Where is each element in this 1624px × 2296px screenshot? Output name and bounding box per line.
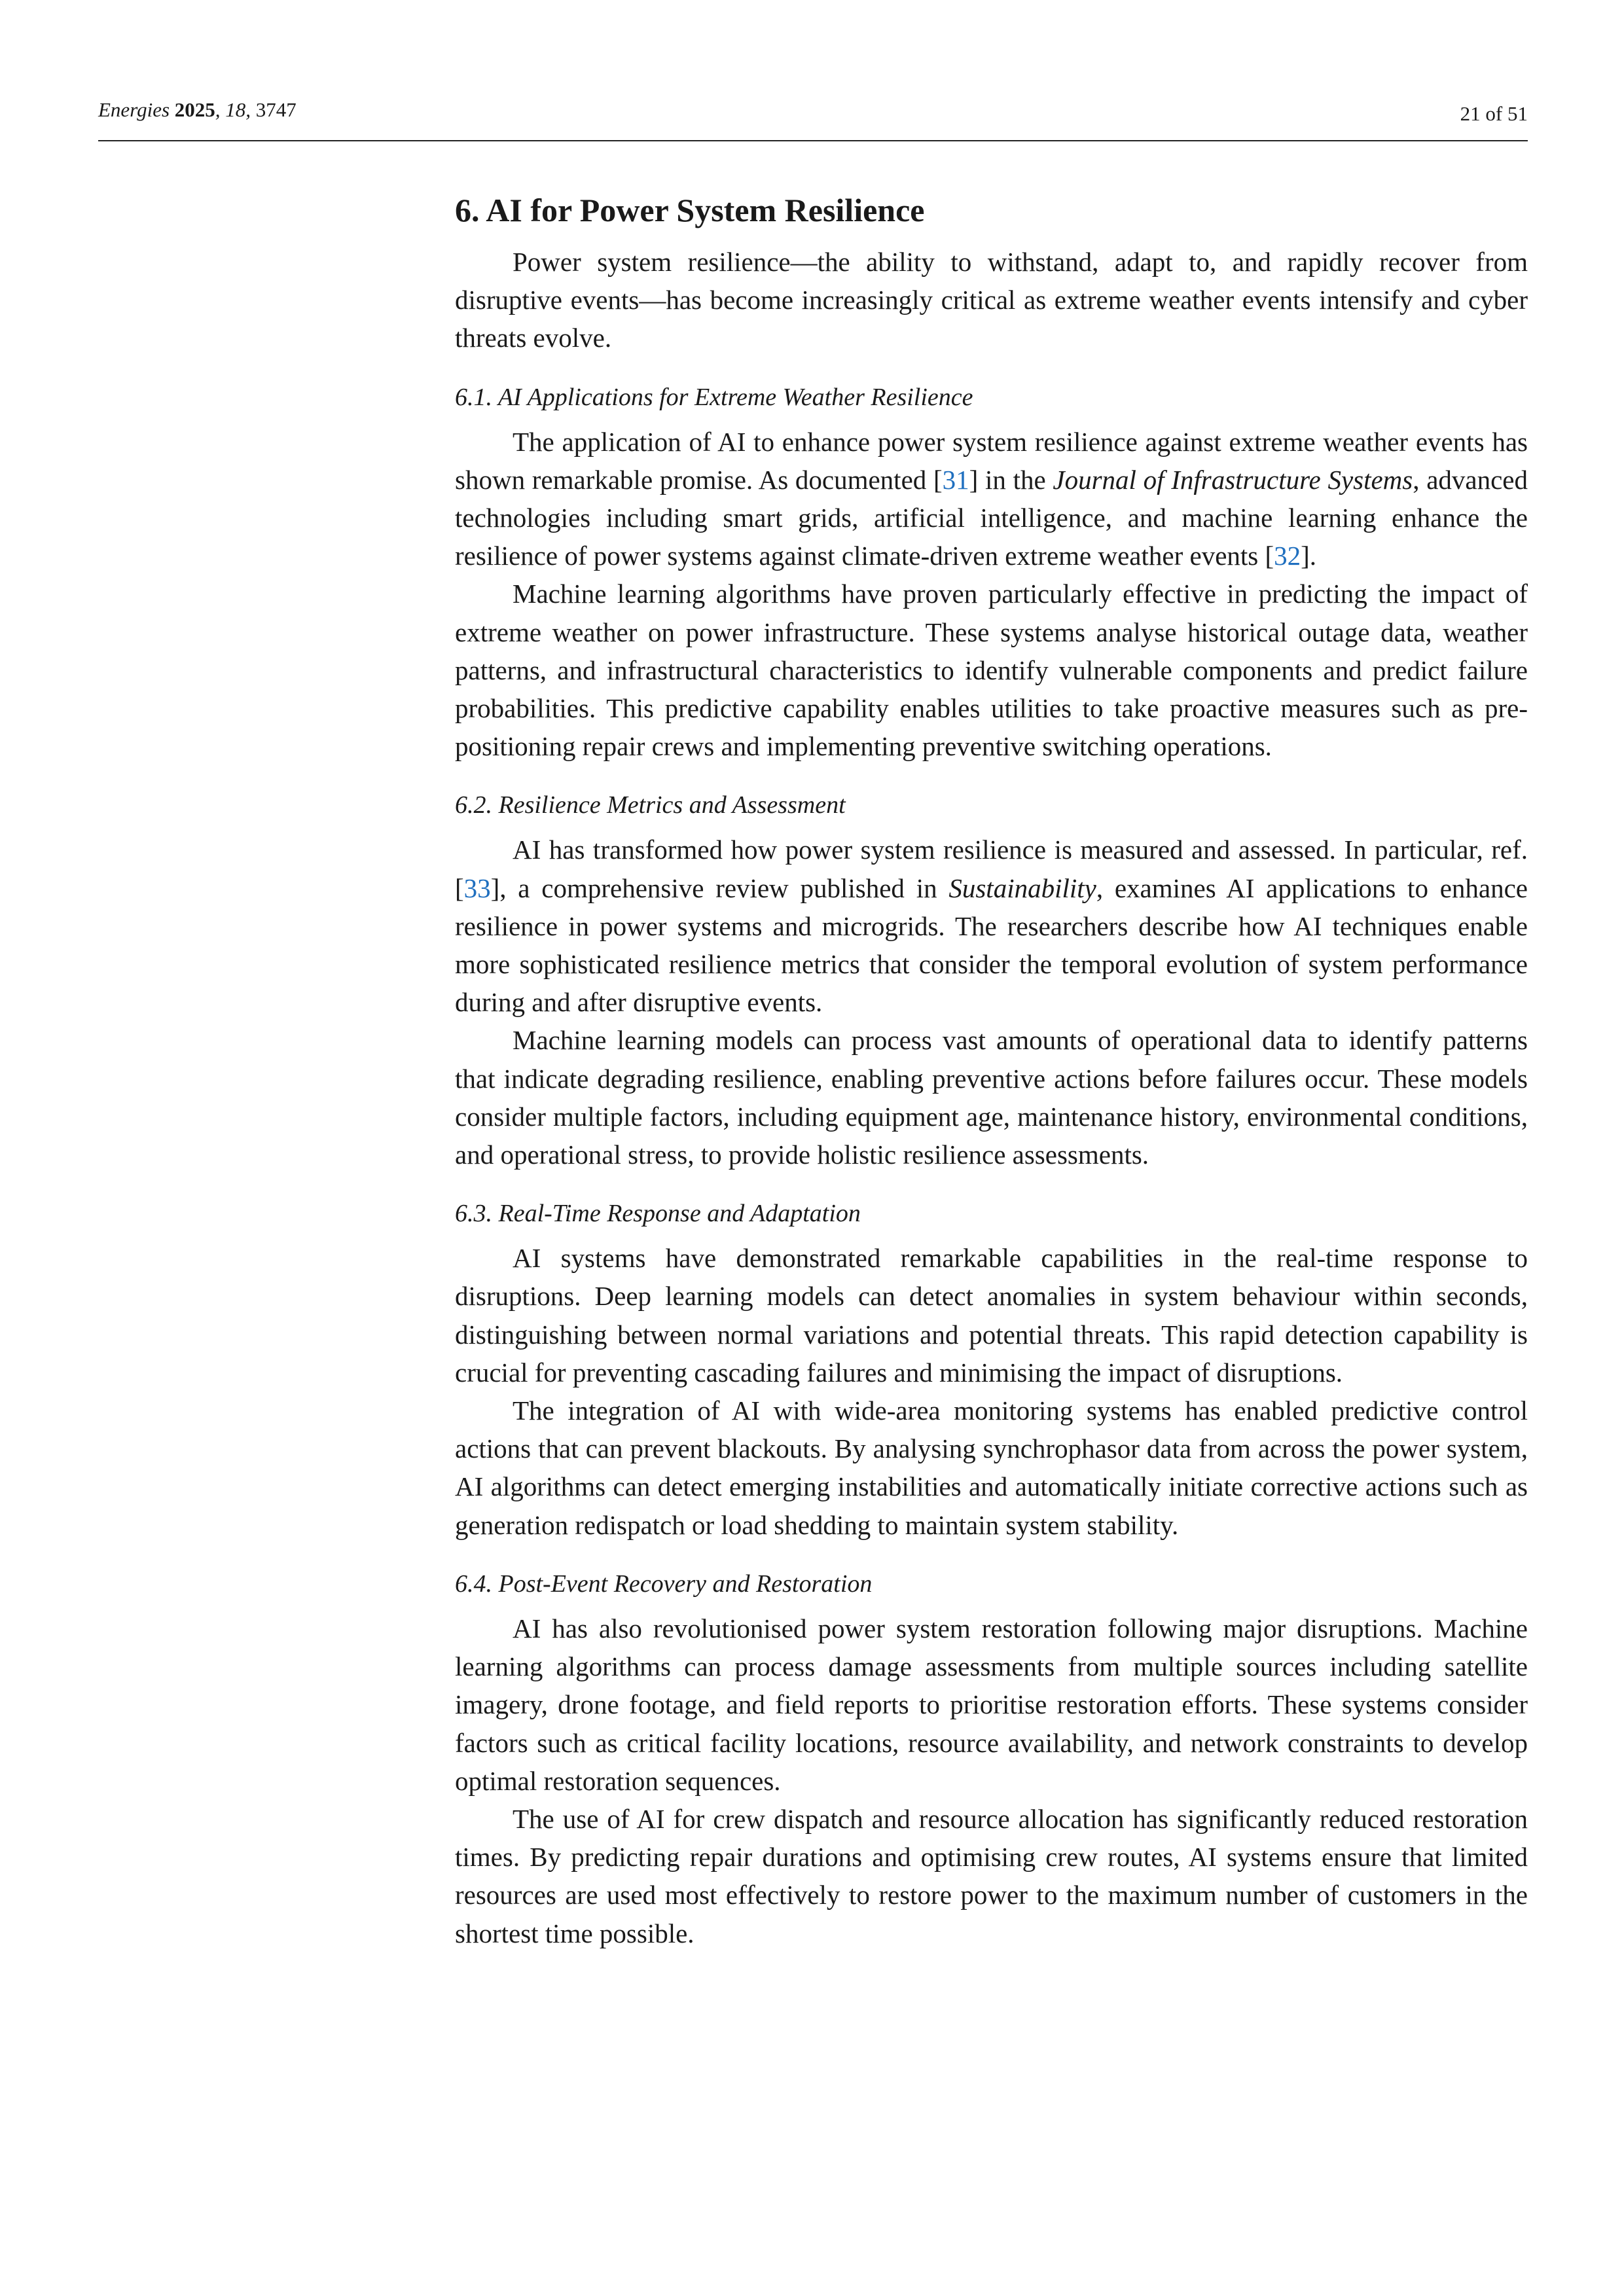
running-header <box>98 98 1528 140</box>
text-run: The application of AI to enhance power system resilience against extreme weather events has shown remarkable promise. As documented [ <box>455 426 1528 495</box>
paragraph-6-2-b: Machine learning models can process vast amounts of operational data to identify patterns that indicate degrading resilience, enabling preventive actions before failures occur. These models consider multiple factors, including equipment age, maintenance history, environmental conditions, and operational stress, to provide holistic resilience assessments. <box>455 1025 1528 1170</box>
subsection-title: Post-Event Recovery and Restoration <box>498 1570 873 1598</box>
text-run: ] in the <box>969 464 1053 495</box>
paragraph-6-3-a: AI systems have demonstrated remarkable capabilities in the real-time response to disruptions. Deep learning models can detect anomalies in system behaviour within seconds, distinguishing between normal variations and potential threats. This rapid detection capability is crucial for preventing cascading failures and minimising the impact of disruptions. <box>455 1243 1528 1388</box>
citation-link-32[interactable]: 32 <box>1274 541 1301 571</box>
text-run: , examines AI applications to enhance resilience in power systems and microgrids. The researchers describe how AI techniques enable more sophisticated resilience metrics that consider the temporal evolution of system performance during and after disruptive events. <box>455 872 1528 1018</box>
citation-link-33[interactable]: 33 <box>463 872 491 903</box>
journal-citation: Energies 2025, 18, 3747 <box>98 98 297 121</box>
journal-title: Journal of Infrastructure Systems <box>1053 464 1413 495</box>
subsection-number: 6.2. <box>455 791 492 819</box>
section-number: 6. <box>455 192 480 228</box>
header-rule <box>98 140 1528 141</box>
journal-year: 2025 <box>174 98 215 121</box>
text-run: ]. <box>1301 541 1317 571</box>
paragraph-6-2-a <box>455 831 1528 1021</box>
paragraph-6-4-a: AI has also revolutionised power system restoration following major disruptions. Machine learning algorithms can process damage assessments from multiple sources including satellite imagery, drone footage, and field reports to prioritise restoration efforts. These systems consider factors such as critical facility locations, resource availability, and network constraints to develop optimal restoration sequences. <box>455 1613 1528 1796</box>
text-run: ], a comprehensive review published in <box>490 872 949 903</box>
subsection-heading-6-1 <box>455 380 1528 415</box>
subsection-title: Resilience Metrics and Assessment <box>498 791 846 819</box>
subsection-number: 6.4. <box>455 1570 492 1598</box>
paragraph-6-1-a <box>455 423 1528 575</box>
section-heading <box>455 187 1528 234</box>
paragraph-6-3-b: The integration of AI with wide-area monitoring systems has enabled predictive control actions that can prevent blackouts. By analysing synchrophasor data from across the power system, AI algorithms can detect emerging instabilities and automatically initiate corrective actions such as generation redispatch or load shedding to maintain system stability. <box>455 1395 1528 1540</box>
subsection-title: Real-Time Response and Adaptation <box>498 1200 861 1228</box>
subsection-number: 6.3. <box>455 1200 492 1228</box>
paragraph-6-4-b: The use of AI for crew dispatch and resource allocation has significantly reduced restoration times. By predicting repair durations and optimising crew routes, AI systems ensure that limited resources are used most effectively to restore power to the maximum number of customers in the shortest time possible. <box>455 1803 1528 1948</box>
section-intro-paragraph: Power system resilience—the ability to withstand, adapt to, and rapidly recover from disruptive events—has become increasingly critical as extreme weather events intensify and cyber threats evolve. <box>455 247 1528 353</box>
text-run: AI has transformed how power system resilience is measured and assessed. In particular, ref. [ <box>455 834 1528 903</box>
text-run: , advanced technologies including smart grids, artificial intelligence, and machine learning enhance the resilience of power systems against climate-driven extreme weather events [ <box>455 464 1528 571</box>
citation-link-31[interactable]: 31 <box>942 464 969 495</box>
subsection-heading-6-4 <box>455 1566 1528 1602</box>
section-title: AI for Power System Resilience <box>486 192 925 228</box>
journal-volume: 18 <box>225 98 246 121</box>
page-number: 21 of 51 <box>1460 102 1528 125</box>
subsection-heading-6-3 <box>455 1196 1528 1231</box>
subsection-number: 6.1. <box>455 383 492 411</box>
paragraph-6-1-b: Machine learning algorithms have proven particularly effective in predicting the impact of extreme weather on power infrastructure. These systems analyse historical outage data, weather patterns, and infrastructural characteristics to identify vulnerable components and predict failure probabilities. This predictive capability enables utilities to take proactive measures such as pre-positioning repair crews and implementing preventive switching operations. <box>455 579 1528 762</box>
body-column <box>455 187 1528 1952</box>
article-number: 3747 <box>255 98 297 121</box>
journal-title: Sustainability <box>948 872 1096 903</box>
journal-name: Energies <box>98 98 170 121</box>
subsection-title: AI Applications for Extreme Weather Resilience <box>497 383 973 411</box>
subsection-heading-6-2 <box>455 787 1528 823</box>
